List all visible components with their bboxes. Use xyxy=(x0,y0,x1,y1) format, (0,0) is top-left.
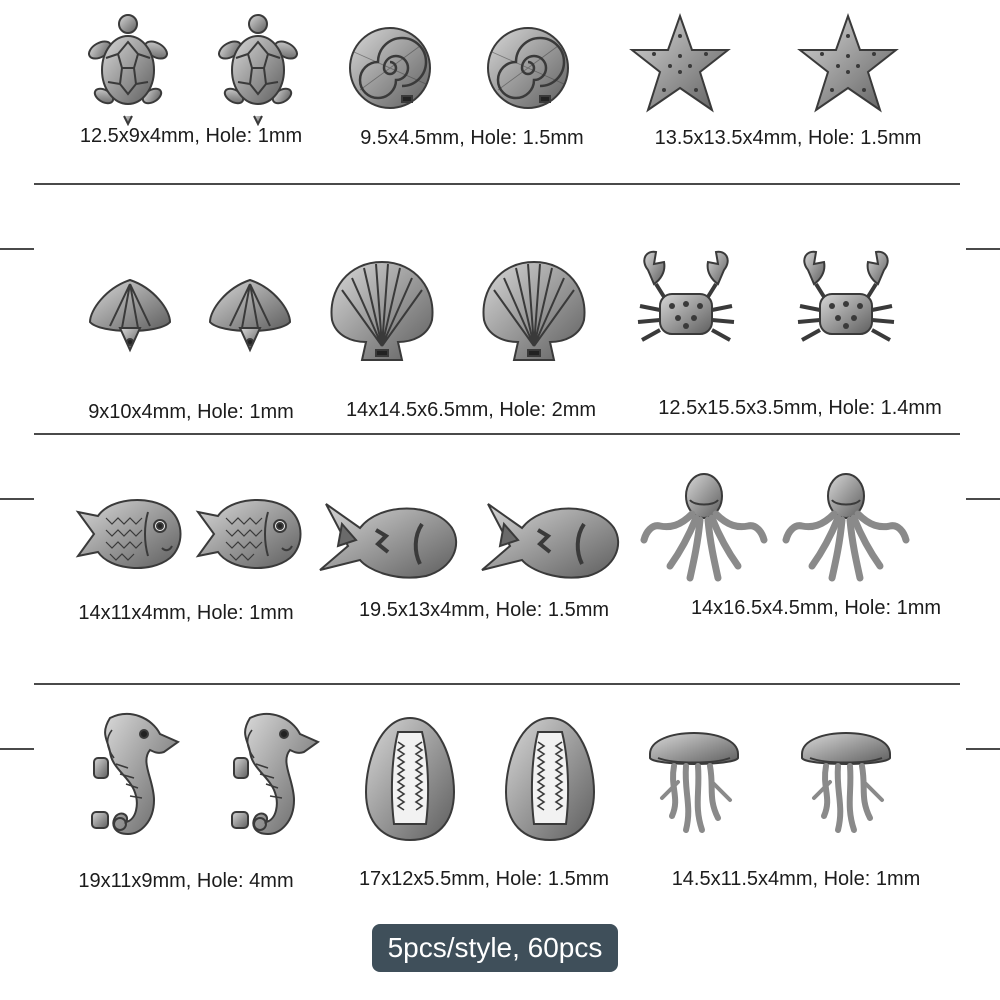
scallop-shell-icon xyxy=(322,250,442,370)
small-shell-icon xyxy=(190,258,310,378)
scallop-shell-icon xyxy=(474,250,594,370)
scaled-fish-icon xyxy=(190,474,310,594)
size-caption: 14.5x11.5x4mm, Hole: 1mm xyxy=(671,868,921,890)
smooth-fish-icon xyxy=(478,484,624,604)
seahorse-icon xyxy=(210,704,330,854)
seahorse-icon xyxy=(70,704,190,854)
spiral-disc-icon xyxy=(330,8,450,128)
turtle-icon xyxy=(68,6,188,126)
edge-tick xyxy=(0,248,34,250)
cowrie-shell-icon xyxy=(350,712,470,846)
size-caption: 17x12x5.5mm, Hole: 1.5mm xyxy=(358,868,610,890)
scaled-fish-icon xyxy=(70,474,190,594)
size-caption: 12.5x9x4mm, Hole: 1mm xyxy=(79,125,303,147)
smooth-fish-icon xyxy=(316,484,462,604)
octopus-icon xyxy=(640,466,768,586)
row-divider xyxy=(34,433,960,435)
size-caption: 14x11x4mm, Hole: 1mm xyxy=(78,602,294,624)
cowrie-shell-icon xyxy=(490,712,610,846)
edge-tick xyxy=(966,748,1000,750)
row-divider xyxy=(34,683,960,685)
edge-tick xyxy=(0,748,34,750)
starfish-icon xyxy=(620,6,740,126)
jellyfish-icon xyxy=(786,712,906,842)
size-caption: 14x16.5x4.5mm, Hole: 1mm xyxy=(690,597,942,619)
starfish-icon xyxy=(788,6,908,126)
size-caption: 14x14.5x6.5mm, Hole: 2mm xyxy=(345,399,597,421)
size-caption: 13.5x13.5x4mm, Hole: 1.5mm xyxy=(654,127,922,149)
spiral-disc-icon xyxy=(468,8,588,128)
size-caption: 12.5x15.5x3.5mm, Hole: 1.4mm xyxy=(658,397,942,419)
turtle-icon xyxy=(198,6,318,126)
size-caption: 19.5x13x4mm, Hole: 1.5mm xyxy=(358,599,610,621)
crab-icon xyxy=(786,244,906,364)
edge-tick xyxy=(966,248,1000,250)
small-shell-icon xyxy=(70,258,190,378)
edge-tick xyxy=(0,498,34,500)
size-caption: 19x11x9mm, Hole: 4mm xyxy=(78,870,294,892)
size-caption: 9x10x4mm, Hole: 1mm xyxy=(88,401,294,423)
jellyfish-icon xyxy=(634,712,754,842)
octopus-icon xyxy=(782,466,910,586)
edge-tick xyxy=(966,498,1000,500)
quantity-badge: 5pcs/style, 60pcs xyxy=(372,924,618,972)
crab-icon xyxy=(626,244,746,364)
size-caption: 9.5x4.5mm, Hole: 1.5mm xyxy=(360,127,584,149)
row-divider xyxy=(34,183,960,185)
